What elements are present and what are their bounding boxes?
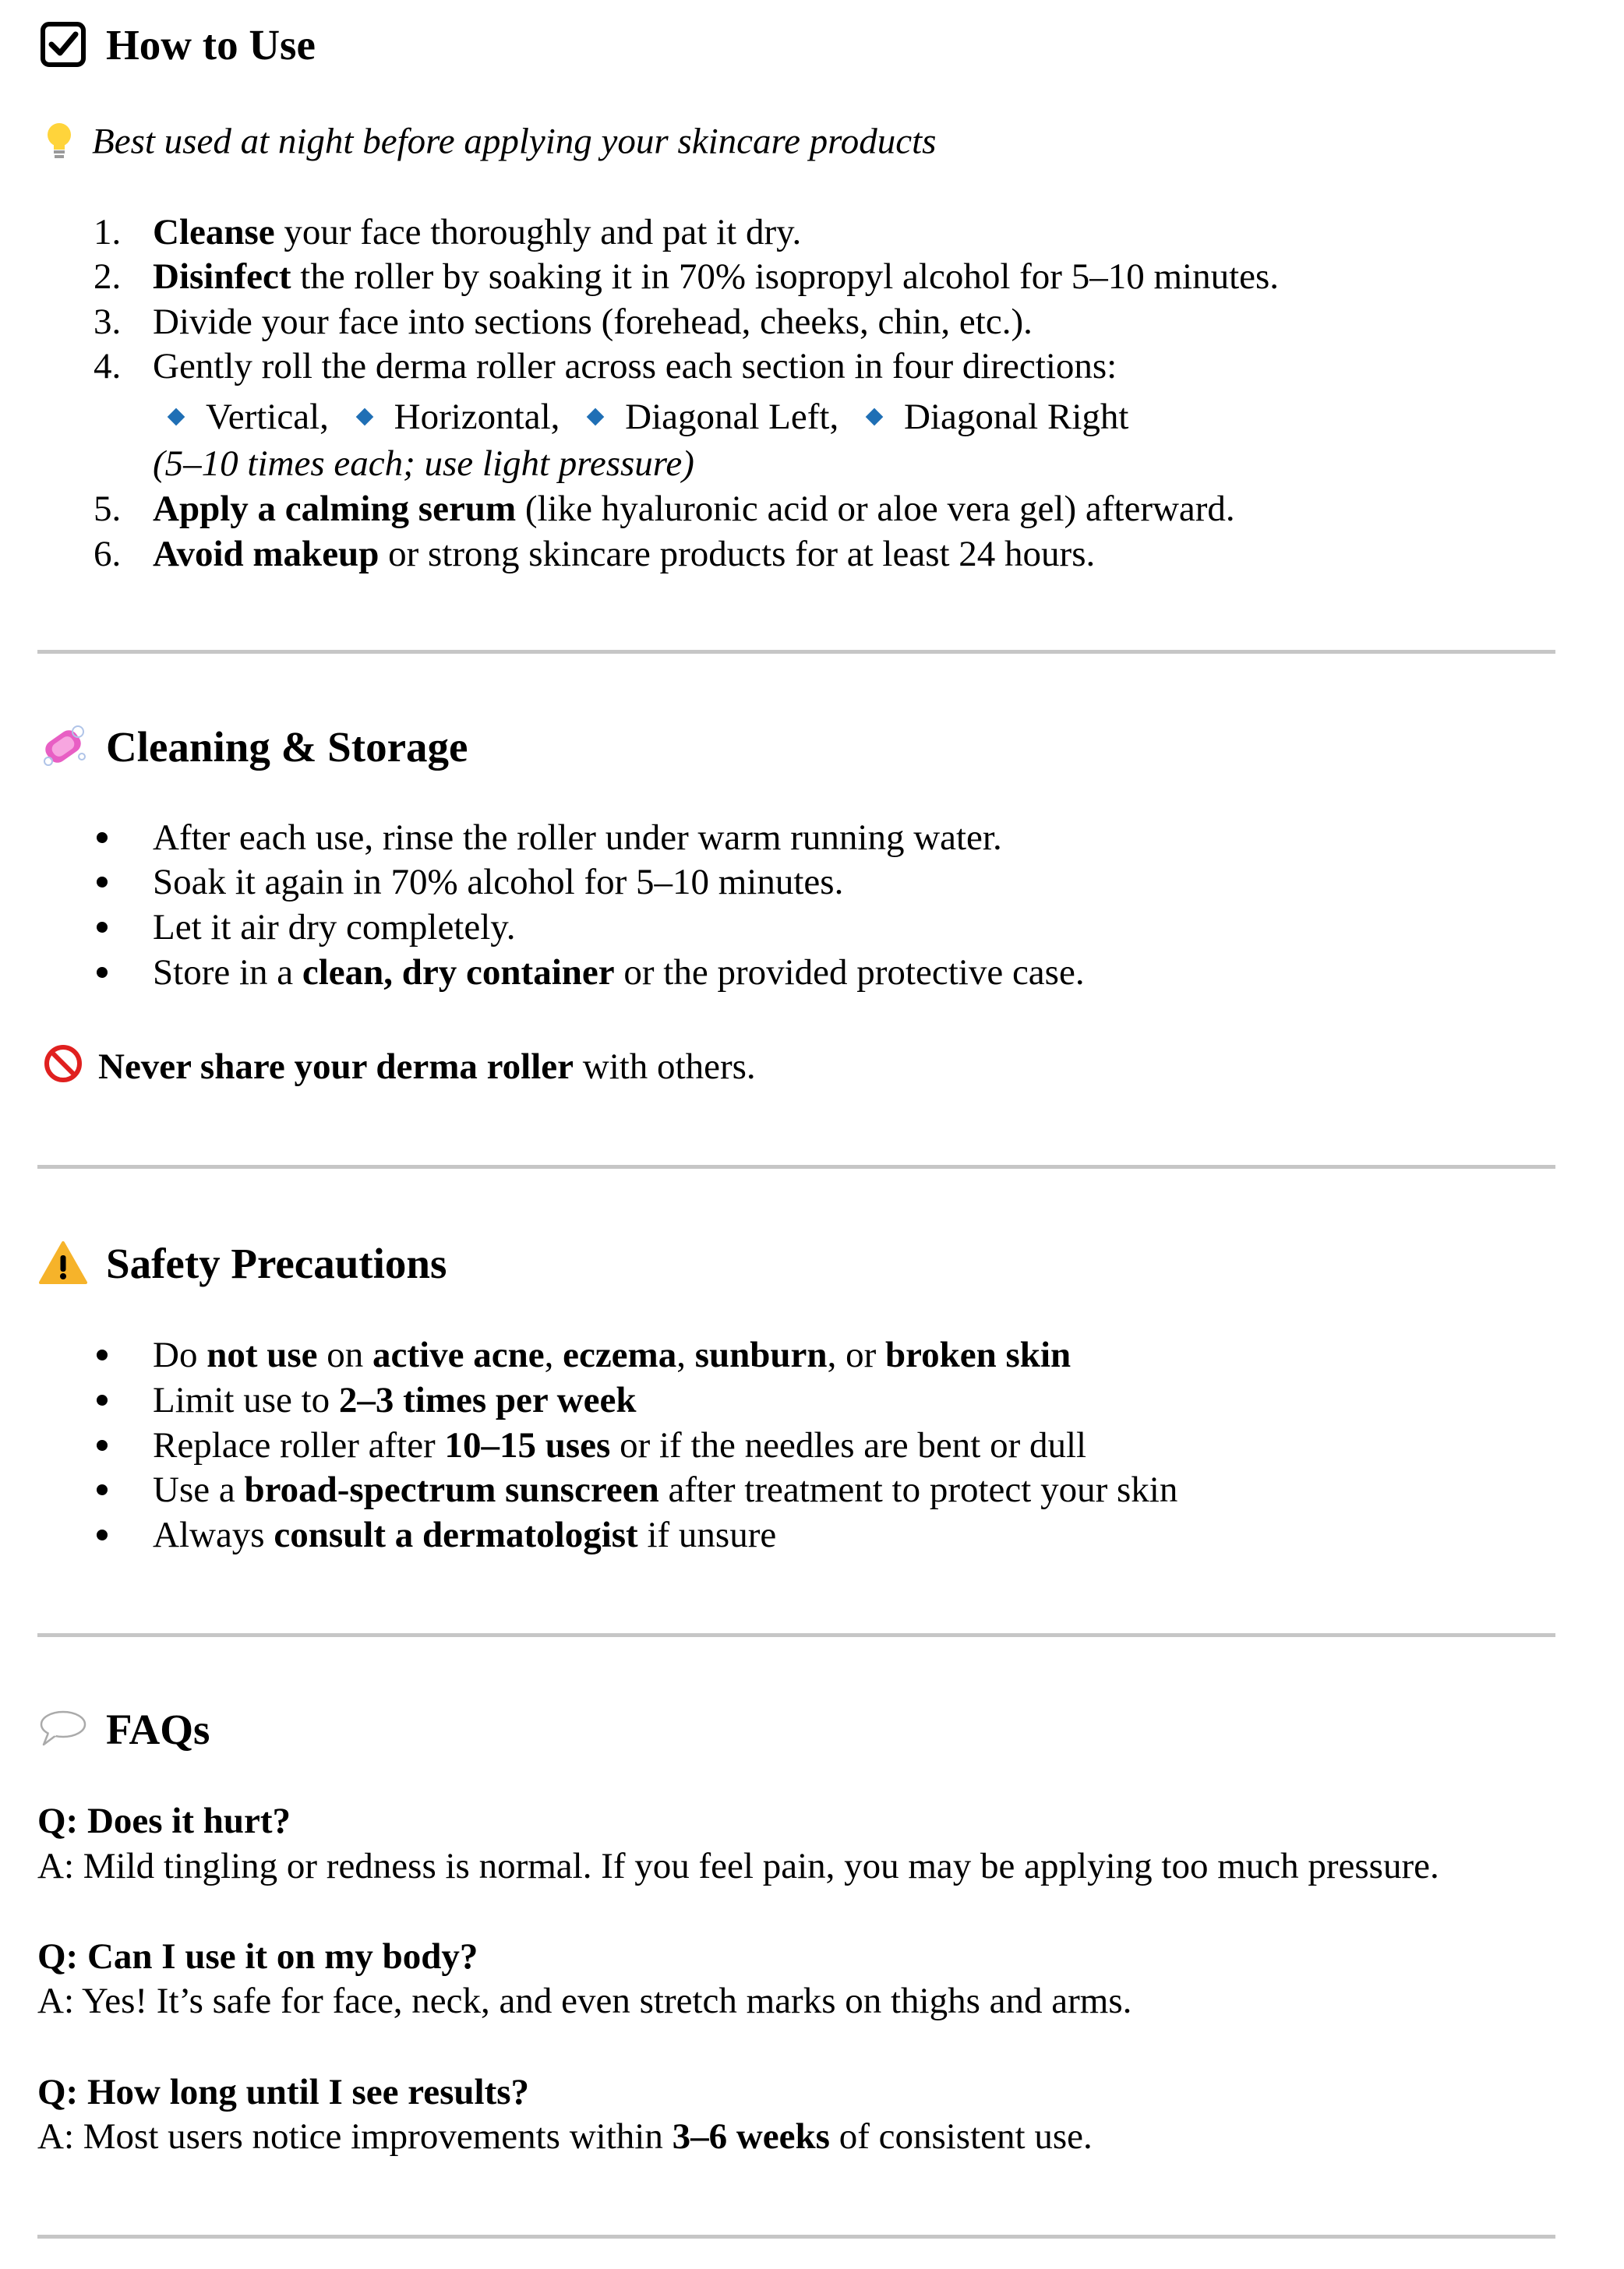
section-divider [37,2235,1555,2239]
faq-answer-text: A: Most users notice improvements within [37,2116,673,2157]
step-number: 6. [94,534,122,574]
safety-bold: broken skin [884,1335,1071,1375]
cleaning-item-text: Let it air dry completely. [153,907,516,947]
safety-item-4 [153,1472,1177,1509]
step-number: 1. [94,212,122,252]
safety-bold: active acne [372,1335,545,1375]
step-bold: Avoid makeup [153,534,380,574]
no-entry-icon [44,1044,83,1090]
step-bold: Cleanse [153,212,275,252]
step-number: 2. [94,256,122,297]
speech-bubble-icon [39,1705,87,1753]
safety-text: Do [153,1335,207,1375]
diamond-icon [587,408,605,426]
direction-item: Horizontal, [394,397,560,437]
safety-item-5 [153,1517,776,1554]
diamond-icon [168,408,185,426]
directions-note-text: (5–10 times each; use light pressure) [153,443,694,484]
safety-bold: sunburn [694,1335,828,1375]
safety-item-2 [153,1382,636,1419]
bullet [97,1484,108,1495]
bullet [97,1350,108,1360]
step-1 [153,214,801,251]
faq-answer-text: A: Yes! It’s safe for face, neck, and even stretch marks on thighs and arms. [37,1981,1132,2021]
safety-bold: consult a dermatologist [274,1515,638,1555]
section-divider [37,1165,1555,1169]
safety-text: , or [827,1335,885,1375]
cleaning-item-text: Soak it again in 70% alcohol for 5–10 minutes. [153,862,844,902]
section-divider [37,1633,1555,1637]
direction-item: Vertical, [206,397,329,437]
faq-question-text: Q: Can I use it on my body? [37,1936,478,1977]
directions-list [170,399,1128,436]
cleaning-item-2 [153,864,843,901]
share-warning-text: with others. [574,1046,756,1087]
section-heading-how-to-use [39,20,316,69]
bullet [97,1395,108,1406]
step-text: Divide your face into sections (forehead, cheeks, chin, etc.). [153,302,1033,342]
safety-text: Always [153,1515,274,1555]
step-bold: Disinfect [153,256,291,297]
safety-text: Use a [153,1470,245,1510]
faq-answer-text: A: Mild tingling or redness is normal. If you feel pain, you may be applying too much pressure. [37,1846,1439,1886]
safety-text: if unsure [637,1515,777,1555]
safety-bold: eczema [563,1335,677,1375]
section-heading-safety [39,1239,447,1287]
bullet [97,877,108,887]
bullet [97,1530,108,1540]
bullet [97,967,108,978]
step-5 [153,491,1235,528]
faq-question-text: Q: Does it hurt? [37,1801,291,1841]
faqs-title: FAQs [106,1705,210,1753]
share-warning-bold: Never share your derma roller [98,1046,574,1087]
faq-answer-3 [37,2116,1093,2157]
safety-item-3 [153,1427,1086,1464]
tip-text: Best used at night before applying your skincare products [92,121,937,162]
step-text: (like hyaluronic acid or aloe vera gel) afterward. [516,489,1235,529]
faq-answer-text: of consistent use. [829,2116,1093,2157]
safety-bold: 10–15 uses [444,1425,611,1466]
safety-text: on [317,1335,373,1375]
safety-text: Replace roller after [153,1425,445,1466]
step-2 [153,256,1280,297]
step-number: 4. [94,346,122,386]
section-heading-faqs [39,1705,210,1753]
cleaning-item-bold: clean, dry container [302,952,615,993]
step-number: 5. [94,489,122,529]
diamond-icon [866,408,884,426]
cleaning-item-1 [153,817,1002,858]
diamond-icon [355,408,373,426]
step-3 [153,304,1033,341]
step-bold: Apply a calming serum [153,489,517,529]
faq-question-2 [37,1936,478,1977]
step-4 [153,348,1117,385]
faq-answer-1 [37,1848,1439,1885]
section-heading-cleaning [39,722,468,771]
cleaning-item-3 [153,909,515,946]
tip-line [45,122,936,168]
direction-item: Diagonal Right [903,397,1129,437]
safety-text: , [544,1335,563,1375]
step-text: Gently roll the derma roller across each section in four directions: [153,346,1117,386]
safety-text: , [676,1335,695,1375]
faq-question-text: Q: How long until I see results? [37,2072,530,2112]
safety-text: after treatment to protect your skin [658,1470,1178,1510]
lightbulb-icon [45,122,73,168]
safety-text: Limit use to [153,1380,339,1420]
bullet [97,1440,108,1451]
cleaning-item-text: or the provided protective case. [614,952,1085,993]
cleaning-title: Cleaning & Storage [106,722,468,771]
cleaning-item-4 [153,952,1085,993]
cleaning-item-text: Store in a [153,952,302,993]
faq-question-1 [37,1803,291,1840]
directions-note [153,443,694,484]
direction-item: Diagonal Left, [625,397,839,437]
safety-bold: not use [207,1335,318,1375]
section-divider [37,650,1555,654]
soap-icon [39,722,87,771]
step-text: or strong skincare products for at least 24 hours. [379,534,1096,574]
safety-bold: 2–3 times per week [338,1380,637,1420]
warning-icon [39,1239,87,1287]
safety-bold: broad-spectrum sunscreen [244,1470,659,1510]
step-number: 3. [94,302,122,342]
step-6 [153,536,1095,573]
safety-item-1 [153,1337,1071,1374]
step-text: the roller by soaking it in 70% isopropyl alcohol for 5–10 minutes. [291,256,1280,297]
how-to-use-title: How to Use [106,20,316,69]
cleaning-item-text: After each use, rinse the roller under warm running water. [153,817,1002,858]
faq-question-3 [37,2074,529,2111]
safety-title: Safety Precautions [106,1239,447,1287]
share-warning [44,1046,756,1090]
faq-answer-2 [37,1983,1132,2020]
faq-answer-bold: 3–6 weeks [672,2116,830,2157]
bullet [97,832,108,843]
checkbox-icon [39,20,87,69]
step-text: your face thoroughly and pat it dry. [274,212,802,252]
safety-text: or if the needles are bent or dull [610,1425,1087,1466]
bullet [97,922,108,933]
